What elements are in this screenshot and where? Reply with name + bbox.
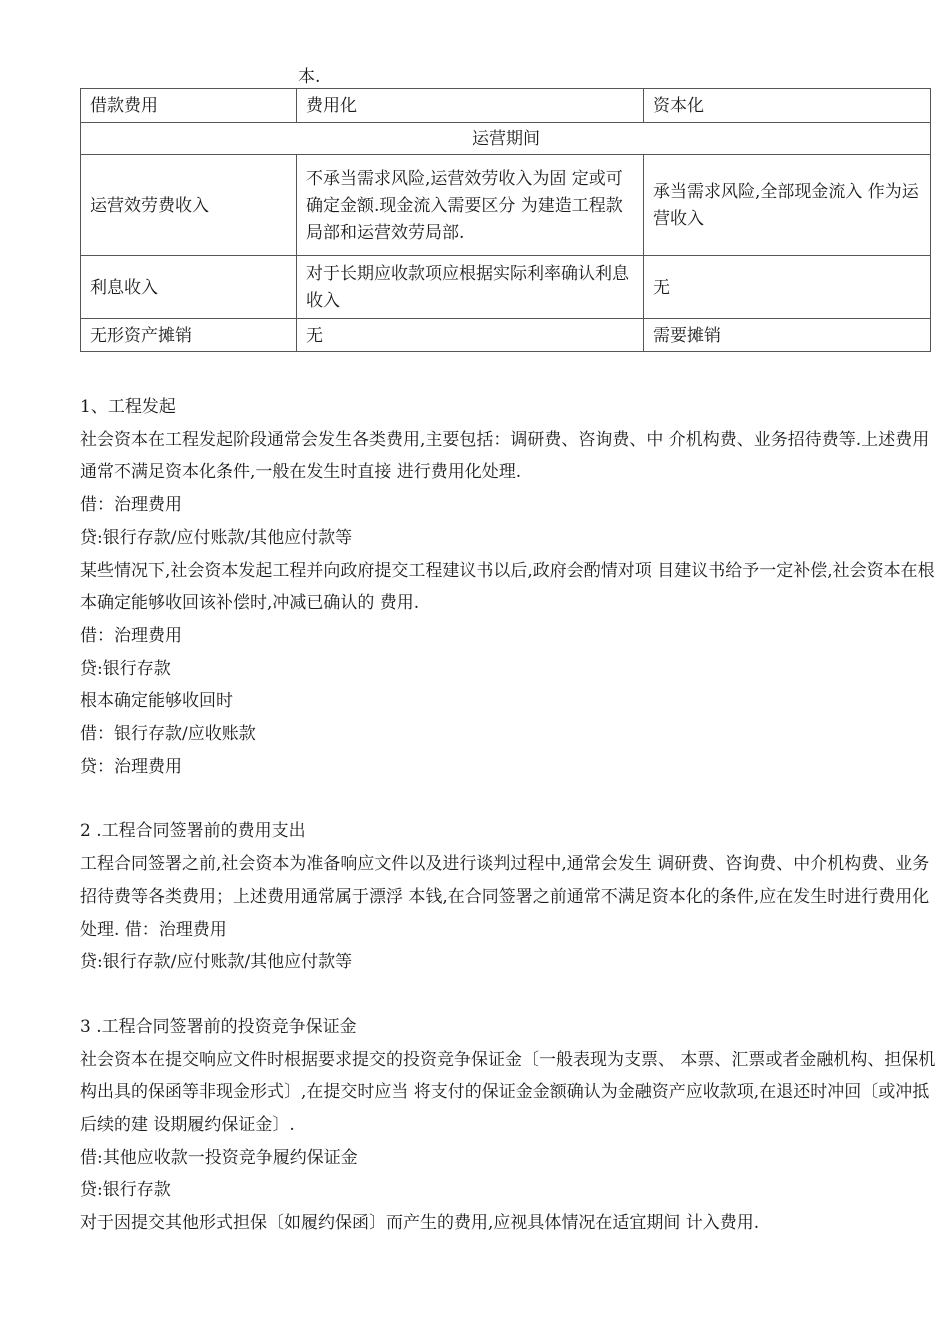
row-expensed: 不承当需求风险,运营效劳收入为固 定或可确定金额.现金流入需要区分 为建造工程款局部和运营效劳局部. xyxy=(297,155,644,256)
row-expensed: 对于长期应收款项应根据实际利率确认利息收入 xyxy=(297,256,644,319)
accounting-comparison-table xyxy=(80,88,931,352)
row-capitalized: 无 xyxy=(644,256,931,319)
section-bid-deposit xyxy=(80,1011,942,1240)
table-period-row xyxy=(81,123,931,155)
journal-line: 借：治理费用 xyxy=(80,495,182,516)
paragraph: 某些情况下,社会资本发起工程并向政府提交工程建议书以后,政府会酌情对项 目建议书给予一定补偿,社会资本在根本确定能够收回该补偿时,冲减已确认的 费用. xyxy=(80,560,935,614)
section-heading: 2 .工程合同签署前的费用支出 xyxy=(80,821,306,842)
operating-period-label: 运营期间 xyxy=(81,123,931,155)
journal-line: 借：治理费用 xyxy=(80,625,182,646)
section-project-initiation xyxy=(80,391,942,783)
journal-line: 贷:银行存款 xyxy=(80,658,171,679)
section-pre-contract-expenses xyxy=(80,815,942,979)
table-header-row xyxy=(81,89,931,123)
paragraph: 社会资本在提交响应文件时根据要求提交的投资竞争保证金〔一般表现为支票、 本票、汇票或者金融机构、担保机构出具的保函等非现金形式〕,在提交时应当 将支付的保证金金额确认为金融资产应收款项,在退还时冲回〔或冲抵后续的建 设期履约保证金〕. xyxy=(80,1049,936,1136)
journal-line: 贷:银行存款 xyxy=(80,1180,171,1201)
journal-line: 贷:银行存款/应付账款/其他应付款等 xyxy=(80,952,353,973)
section-heading: 1、工程发起 xyxy=(80,397,176,417)
row-expensed: 无 xyxy=(297,319,644,352)
journal-line: 借：银行存款/应收账款 xyxy=(80,724,256,745)
page-fragment-text: 本. xyxy=(298,67,321,87)
row-capitalized: 需要摊销 xyxy=(644,319,931,352)
row-item: 利息收入 xyxy=(81,256,297,319)
row-item: 无形资产摊销 xyxy=(81,319,297,352)
table-row xyxy=(81,256,931,319)
journal-line: 贷:银行存款/应付账款/其他应付款等 xyxy=(80,527,353,548)
paragraph: 工程合同签署之前,社会资本为准备响应文件以及进行谈判过程中,通常会发生 调研费、咨询费、中介机构费、业务招待费等各类费用；上述费用通常属于漂浮 本钱,在合同签署之前通常不满足资本化的条件,应在发生时进行费用化处理. 借：治理费用 xyxy=(80,854,930,940)
table-row xyxy=(81,319,931,352)
paragraph: 根本确定能够收回时 xyxy=(80,691,233,712)
header-expensed: 费用化 xyxy=(297,89,644,123)
row-capitalized: 承当需求风险,全部现金流入 作为运营收入 xyxy=(644,155,931,256)
section-heading: 3 .工程合同签署前的投资竞争保证金 xyxy=(80,1016,357,1037)
header-borrowing-cost: 借款费用 xyxy=(81,89,297,123)
document-body xyxy=(80,391,942,1240)
journal-line: 贷：治理费用 xyxy=(80,756,182,777)
header-capitalized: 资本化 xyxy=(644,89,931,123)
journal-line: 借:其他应收款一投资竞争履约保证金 xyxy=(80,1147,358,1168)
table-row xyxy=(81,155,931,256)
paragraph: 对于因提交其他形式担保〔如履约保函〕而产生的费用,应视具体情况在适宜期间 计入费用. xyxy=(80,1213,760,1234)
paragraph: 社会资本在工程发起阶段通常会发生各类费用,主要包括：调研费、咨询费、中 介机构费、业务招待费等.上述费用通常不满足资本化条件,一般在发生时直接 进行费用化处理. xyxy=(80,429,930,483)
row-item: 运营效劳费收入 xyxy=(81,155,297,256)
